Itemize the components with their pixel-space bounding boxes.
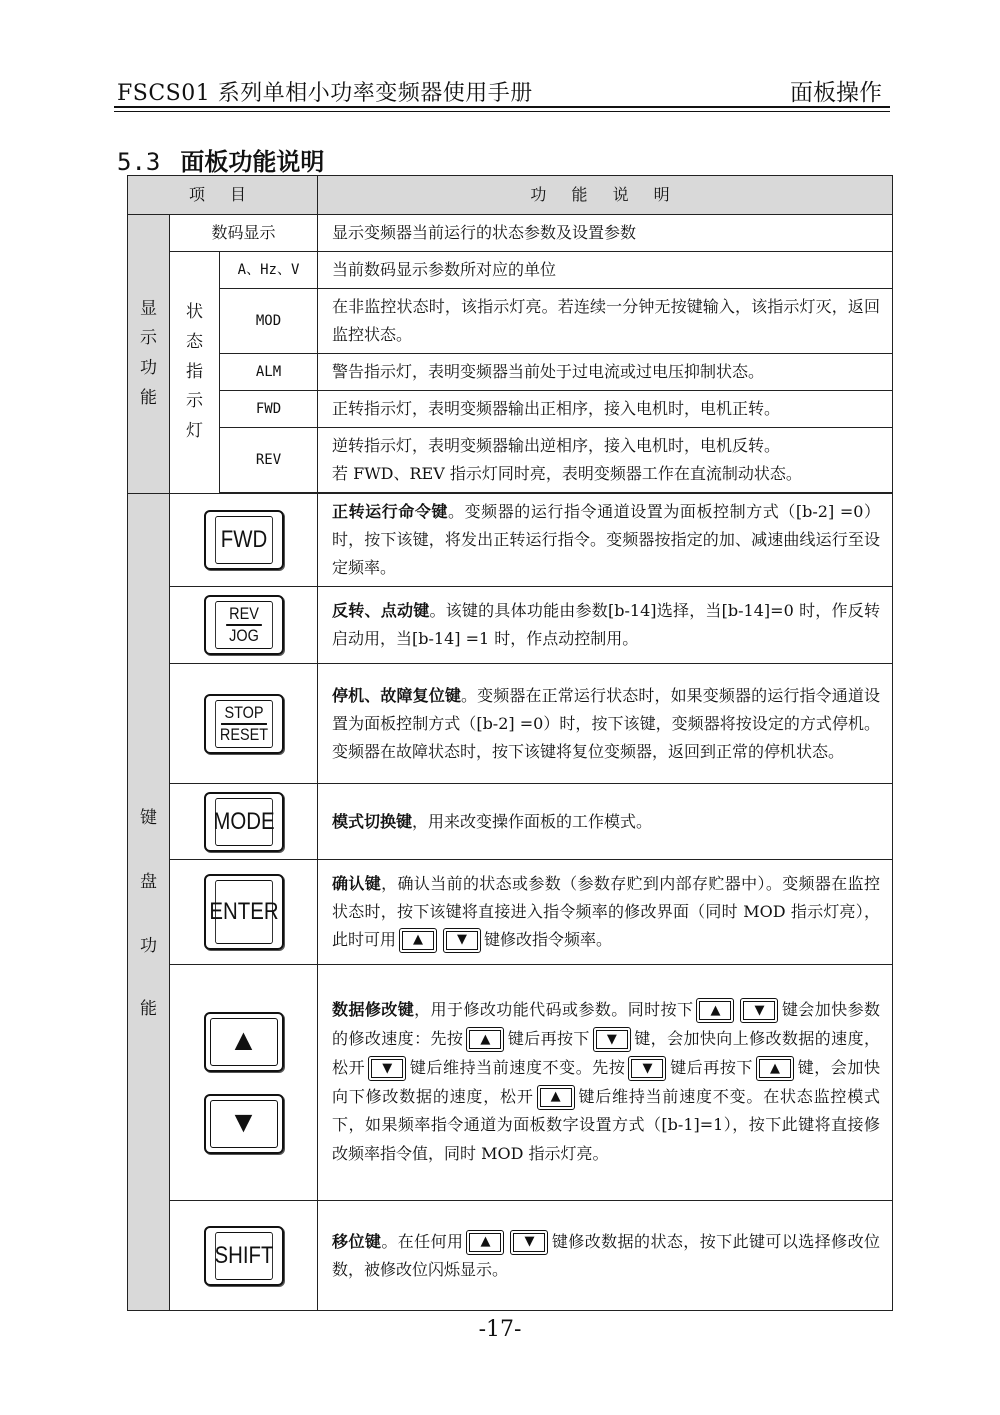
digital-display-desc: 显示变频器当前运行的状态参数及设置参数	[318, 215, 893, 252]
enter-key-desc: 确认键，确认当前的状态或参数（参数存贮到内部存贮器中）。变频器在监控状态时，按下该键将直接进入指令频率的修改界面（同时 MOD 指示灯亮），此时可用 ▲ ▼ 键修改指令频率。	[318, 860, 893, 965]
down-icon: ▼	[368, 1056, 406, 1081]
indicator-alm-name: ALM	[220, 354, 318, 391]
header-title: FSCS01 系列单相小功率变频器使用手册	[117, 81, 533, 106]
header-rule-thin	[114, 111, 890, 112]
down-icon: ▼	[628, 1056, 666, 1081]
table-row	[128, 965, 893, 1201]
fwd-key[interactable]: FWD	[204, 510, 284, 570]
up-icon: ▲	[537, 1085, 575, 1110]
down-triangle-icon: ▼	[210, 1100, 278, 1148]
shift-key-cell	[170, 1201, 318, 1311]
indicator-label: 状 态 指 示 灯	[170, 252, 220, 494]
updown-key-desc: 数据修改键，用于修改功能代码或参数。同时按下 ▲ ▼ 键会加快参数的修改速度：先按 ▲ 键后再按下 ▼ 键，会加快向上修改数据的速度，松开 ▼ 键后维持当前速度不变。先按 ▼ 键后再按下 ▲ 键，会加快向下修改数据的速度，松开 ▲ 键后维持当前速度不变。在状态监控模式下，如果频率指令通道为面板数字设置方式（[b-1]=1），按下此键将直接修改频率指令值，同时 MOD 指示灯亮。	[318, 965, 893, 1201]
up-icon: ▲	[466, 1027, 504, 1052]
section-title	[117, 142, 324, 177]
mode-key-cell	[170, 784, 318, 860]
header-function: 功 能 说 明	[318, 176, 893, 215]
updown-key-cell	[170, 965, 318, 1201]
mode-key[interactable]: MODE	[204, 792, 284, 852]
shift-key-desc: 移位键。在任何用 ▲ ▼ 键修改数据的状态，按下此键可以选择修改位数，被修改位闪烁显示。	[318, 1201, 893, 1311]
up-triangle-icon: ▲	[210, 1018, 278, 1066]
stop-key-cell	[170, 664, 318, 784]
table-row	[128, 587, 893, 664]
keyboard-function-label: 键 盘 功 能	[128, 494, 170, 1311]
indicator-unit-desc: 当前数码显示参数所对应的单位	[318, 252, 893, 289]
up-icon: ▲	[696, 998, 734, 1023]
rev-key-desc: 反转、点动键。该键的具体功能由参数[b-14]选择，当[b-14]=0 时，作反转启动用，当[b-14] =1 时，作点动控制用。	[318, 587, 893, 664]
indicator-mod-name: MOD	[220, 289, 318, 354]
indicator-rev-desc: 逆转指示灯，表明变频器输出逆相序，接入电机时，电机反转。 若 FWD、REV 指示灯同时亮，表明变频器工作在直流制动状态。	[318, 428, 893, 493]
header-item: 项 目	[128, 176, 318, 215]
table-row	[128, 664, 893, 784]
header-rule	[114, 106, 890, 108]
mode-key-desc: 模式切换键，用来改变操作面板的工作模式。	[318, 784, 893, 860]
down-icon: ▼	[443, 928, 481, 953]
fwd-key-cell	[170, 494, 318, 587]
digital-display-label: 数码显示	[170, 215, 318, 252]
table-row	[128, 289, 893, 354]
section-number: 5.3	[117, 148, 161, 176]
indicator-mod-desc: 在非监控状态时，该指示灯亮。若连续一分钟无按键输入，该指示灯灭，返回监控状态。	[318, 289, 893, 354]
display-function-label: 显 示 功 能	[128, 215, 170, 494]
up-icon: ▲	[466, 1230, 504, 1255]
indicator-rev-name: REV	[220, 428, 318, 493]
enter-key-cell	[170, 860, 318, 965]
indicator-fwd-name: FWD	[220, 391, 318, 428]
table-row	[128, 428, 893, 493]
header-section: 面板操作	[790, 80, 882, 106]
indicator-unit-name: A、Hz、V	[220, 252, 318, 289]
down-icon: ▼	[510, 1230, 548, 1255]
table-row	[128, 784, 893, 860]
section-title-text: 面板功能说明	[180, 147, 325, 176]
up-key[interactable]	[204, 1012, 284, 1072]
table-row	[128, 494, 893, 587]
page-number: -17-	[478, 1317, 522, 1342]
enter-key[interactable]: ENTER	[204, 874, 284, 950]
down-key[interactable]	[204, 1094, 284, 1154]
up-icon: ▲	[399, 928, 437, 953]
table-header-row	[128, 176, 893, 215]
rev-jog-key[interactable]: REV JOG	[204, 595, 284, 655]
indicator-fwd-desc: 正转指示灯，表明变频器输出正相序，接入电机时，电机正转。	[318, 391, 893, 428]
table-row	[128, 215, 893, 252]
indicator-alm-desc: 警告指示灯，表明变频器当前处于过电流或过电压抑制状态。	[318, 354, 893, 391]
down-icon: ▼	[593, 1027, 631, 1052]
up-icon: ▲	[756, 1056, 794, 1081]
stop-key-desc: 停机、故障复位键。变频器在正常运行状态时，如果变频器的运行指令通道设置为面板控制方式（[b-2] =0）时，按下该键，变频器将按设定的方式停机。变频器在故障状态时，按下该键将复位变频器，返回到正常的停机状态。	[318, 664, 893, 784]
panel-function-table	[127, 175, 893, 1311]
shift-key[interactable]: SHIFT	[204, 1226, 284, 1286]
stop-reset-key[interactable]: STOP RESET	[204, 694, 284, 754]
table-row	[128, 252, 893, 289]
down-icon: ▼	[740, 998, 778, 1023]
fwd-key-desc: 正转运行命令键。变频器的运行指令通道设置为面板控制方式（[b-2] =0）时，按下该键，将发出正转运行指令。变频器按指定的加、减速曲线运行至设定频率。	[318, 494, 893, 587]
rev-key-cell	[170, 587, 318, 664]
table-row	[128, 354, 893, 391]
table-row	[128, 391, 893, 428]
table-row	[128, 860, 893, 965]
table-row	[128, 1201, 893, 1311]
